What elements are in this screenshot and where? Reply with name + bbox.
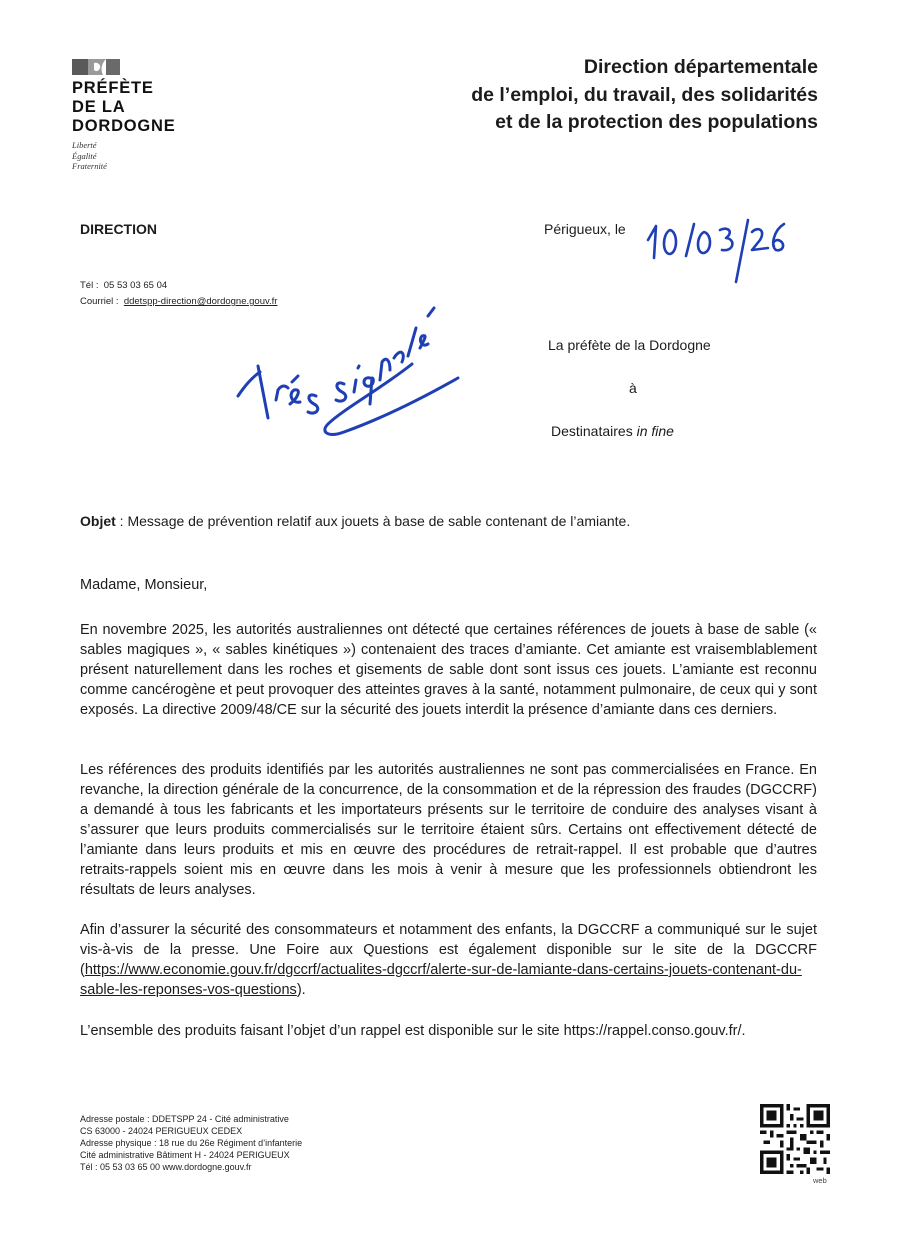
- republic-motto: [72, 140, 202, 172]
- phone-number: 05 53 03 65 04: [103, 280, 168, 291]
- handwritten-date: [644, 208, 794, 291]
- logo-line: DORDOGNE: [72, 117, 176, 135]
- paragraph-3-end: ).: [296, 982, 306, 998]
- department-line: de l’emploi, du travail, des solidarités: [471, 83, 818, 106]
- department-line: Direction départementale: [583, 56, 818, 78]
- handwritten-annotation: [232, 300, 472, 465]
- subject-text: Message de prévention relatif aux jouets à base de sable contenant de l’amiante.: [127, 513, 631, 529]
- footer-line: CS 63000 - 24024 PERIGUEUX CEDEX: [80, 1126, 243, 1136]
- dgccrf-faq-link[interactable]: https://www.economie.gouv.fr/dgccrf/actualites-dgccrf/alerte-sur-de-lamiante-dans-certains-jouets-contenant-du-sable-les-reponses-vos-questions: [80, 962, 802, 998]
- subject-separator: :: [115, 513, 128, 529]
- logo-line: PRÉFÈTE: [72, 79, 154, 97]
- footer-line: Cité administrative Bâtiment H - 24024 PERIGUEUX: [80, 1150, 290, 1160]
- email-label: Courriel :: [80, 296, 119, 307]
- department-line: et de la protection des populations: [495, 111, 818, 133]
- to-word: à: [629, 380, 637, 396]
- phone-label: Tél :: [80, 280, 99, 291]
- motto-line: Égalité: [72, 150, 97, 161]
- place-label: Périgueux, le: [544, 221, 626, 237]
- prefecture-name: [72, 79, 202, 136]
- sender: La préfète de la Dordogne: [548, 337, 711, 353]
- paragraph-1: En novembre 2025, les autorités australiennes ont détecté que certaines références de jouets à base de sable (« sables magiques », « sables kinétiques ») contenaient des traces d’amiante. Cet amiante est vraisemblablement présent naturellement dans les roches et gisements de sable dont sont issus ces jouets. L’amiante est reconnu comme cancérogène et peut provoquer des atteintes graves à la santé, notamment pulmonaire, de ceux qui y sont exposés. La directive 2009/48/CE sur la sécurité des jouets interdit la présence d’amiante dans ces derniers.: [80, 622, 817, 718]
- footer-address: [80, 1113, 302, 1173]
- rappel-conso-link[interactable]: https://rappel.conso.gouv.fr/: [563, 1023, 742, 1039]
- recipients-italic: in fine: [636, 423, 674, 439]
- recipients-prefix: Destinataires: [551, 423, 633, 439]
- marianne-icon: [72, 57, 124, 77]
- footer-line: Adresse postale : DDETSPP 24 - Cité administrative: [80, 1114, 289, 1124]
- paragraph-3-text: Afin d’assurer la sécurité des consommateurs et notamment des enfants, la DGCCRF a communiqué sur le sujet vis-à-vis de la presse. Une Foire aux Questions est également disponible sur le site de la DGCCRF (: [80, 922, 817, 978]
- footer-line: Adresse physique : 18 rue du 26e Régiment d’infanterie: [80, 1138, 303, 1148]
- paragraph-2: Les références des produits identifiés par les autorités australiennes ne sont pas commercialisées en France. En revanche, la direction générale de la concurrence, de la consommation et de la répression des fraudes (DGCCRF) a demandé à tous les fabricants et les importateurs présents sur le territoire de conduire des analyses visant à s’assurer que leurs produits commercialisés sur le territoire étaient sûrs. Certains ont effectivement détecté de l’amiante dans leurs produits et mis en œuvre des procédures de retrait-rappel. Il est probable que d’autres retraits-rappels soient mis en œuvre dans les mois à venir à mesure que les professionnels obtiendront les résultats de leurs analyses.: [80, 762, 817, 898]
- motto-line: Liberté: [72, 140, 97, 150]
- email-link[interactable]: ddetspp-direction@dordogne.gouv.fr: [123, 296, 278, 307]
- subject-label: Objet: [80, 513, 116, 529]
- qr-code-icon: [760, 1104, 830, 1174]
- handwritten-date-drawing: [644, 208, 794, 286]
- motto-line: Fraternité: [72, 161, 107, 171]
- logo-line: DE LA: [72, 98, 126, 116]
- phone-line: [80, 278, 277, 294]
- paragraph-4: [80, 1021, 817, 1041]
- recipients: [551, 423, 674, 439]
- greeting: Madame, Monsieur,: [80, 577, 208, 593]
- handwritten-annotation-drawing: [232, 300, 472, 460]
- paragraph-4-end: .: [741, 1023, 746, 1039]
- department-heading: [471, 54, 818, 137]
- service-name: DIRECTION: [80, 221, 157, 237]
- paragraph-4-text: L’ensemble des produits faisant l’objet d’un rappel est disponible sur le site: [80, 1023, 564, 1039]
- prefecture-logo: [72, 57, 202, 172]
- paragraph-3: [80, 920, 817, 1000]
- footer-line: Tél : 05 53 03 65 00 www.dordogne.gouv.fr: [80, 1162, 252, 1172]
- subject-line: [80, 513, 630, 529]
- qr-label: web: [813, 1176, 827, 1185]
